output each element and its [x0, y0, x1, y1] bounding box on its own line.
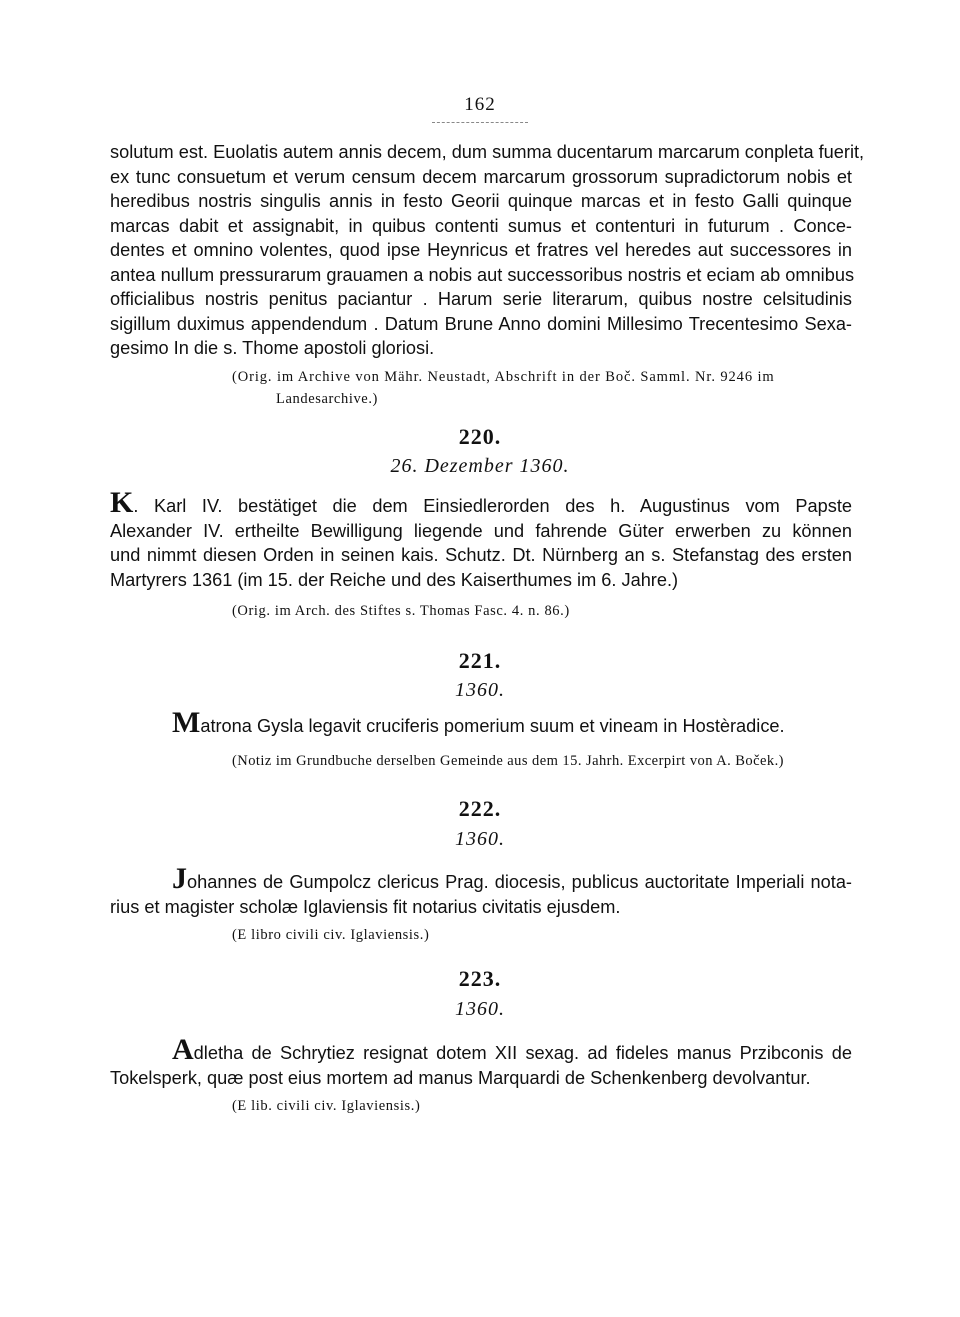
text-line: sigillum duximus appendendum . Datum Brune Anno domini Millesimo Trecentesimo Sexa- [110, 313, 852, 334]
entry-text [110, 1033, 852, 1090]
entry-text [110, 486, 852, 592]
drop-initial: M [172, 706, 201, 739]
intro-paragraph [110, 140, 865, 361]
text-line: solutum est. Euolatis autem annis decem, dum summa ducentarum marcarum conpleta fuerit, [110, 142, 865, 162]
text-line: officialibus nostris penitus paciantur . Harum serie literarum, quibus nostre celsitudinis [110, 289, 852, 309]
note-line: Landesarchive.) [276, 391, 378, 407]
text-line: Adletha de Schrytiez resignat dotem XII sexag. ad fideles manus Przibconis de [172, 1033, 852, 1066]
text-line: rius et magister scholæ Iglaviensis fit notarius civitatis ejusdem. [110, 896, 621, 917]
source-note [232, 924, 429, 946]
source-note [232, 750, 784, 772]
text-line: Alexander IV. ertheilte Bewilligung liegende und fahrende Güter erwerben zu können [110, 520, 852, 541]
note-line: (Orig. im Arch. des Stiftes s. Thomas Fasc. 4. n. 86.) [232, 603, 570, 619]
text-line: Matrona Gysla legavit cruciferis pomerium suum et vineam in Hostèradice. [172, 706, 785, 739]
entry-number: 222. [458, 796, 502, 821]
entry-number: 223. [458, 966, 502, 991]
text-line: heredibus nostris singulis annis in festo Georii quinque marcas et in festo Galli quinque [110, 191, 852, 211]
source-note [232, 1095, 420, 1117]
source-note [232, 366, 775, 410]
text-line: marcas dabit et assignabit, in quibus contenti sumus et contenturi in futurum . Conce- [110, 215, 852, 236]
drop-initial: K [110, 486, 134, 519]
entry-text [110, 862, 852, 919]
entry-date: 1360. [455, 998, 505, 1020]
note-line: (E libro civili civ. Iglaviensis.) [232, 927, 430, 943]
text-line: ex tunc consuetum et verum censum decem marcarum grossorum supradictorum nobis et [110, 166, 852, 187]
text-line: und nimmt diesen Orden in seinen kais. Schutz. Dt. Nürnberg an s. Stefanstag des ersten [110, 545, 852, 565]
entry-date: 26. Dezember 1360. [390, 455, 570, 477]
text-line: dentes et omnino volentes, quod ipse Heynricus et fratres vel heredes aut successores in [110, 240, 852, 260]
text-line: Martyrers 1361 (im 15. der Reiche und des Kaiserthumes im 6. Jahre.) [110, 569, 679, 590]
source-note [232, 600, 570, 622]
drop-initial: J [172, 862, 187, 895]
text-line: Johannes de Gumpolcz clericus Prag. diocesis, publicus auctoritate Imperiali nota- [172, 862, 852, 895]
entry-date: 1360. [455, 679, 505, 701]
entry-date: 1360. [455, 828, 505, 850]
text-line: K. Karl IV. bestätiget die dem Einsiedlerorden des h. Augustinus vom Papste [110, 486, 852, 519]
note-line: (Notiz im Grundbuche derselben Gemeinde aus dem 15. Jahrh. Excerpirt von A. Boček.) [232, 753, 784, 769]
entry-text [172, 706, 792, 739]
text-line: gesimo In die s. Thome apostoli gloriosi. [110, 338, 435, 358]
note-line: (E lib. civili civ. Iglaviensis.) [232, 1098, 421, 1114]
page-number: 162 [464, 94, 496, 115]
page-number-rule [432, 122, 528, 123]
text-line: antea nullum pressurarum grauamen a nobis aut successoribus nostris et eciam ab omnibus [110, 264, 855, 285]
text-line: Tokelsperk, quæ post eius mortem ad manus Marquardi de Schenkenberg devolvantur. [110, 1067, 811, 1088]
note-line: (Orig. im Archive von Mähr. Neustadt, Abschrift in der Boč. Samml. Nr. 9246 im [232, 369, 775, 385]
entry-number: 220. [458, 424, 502, 449]
entry-number: 221. [458, 648, 502, 673]
drop-initial: A [172, 1033, 194, 1066]
